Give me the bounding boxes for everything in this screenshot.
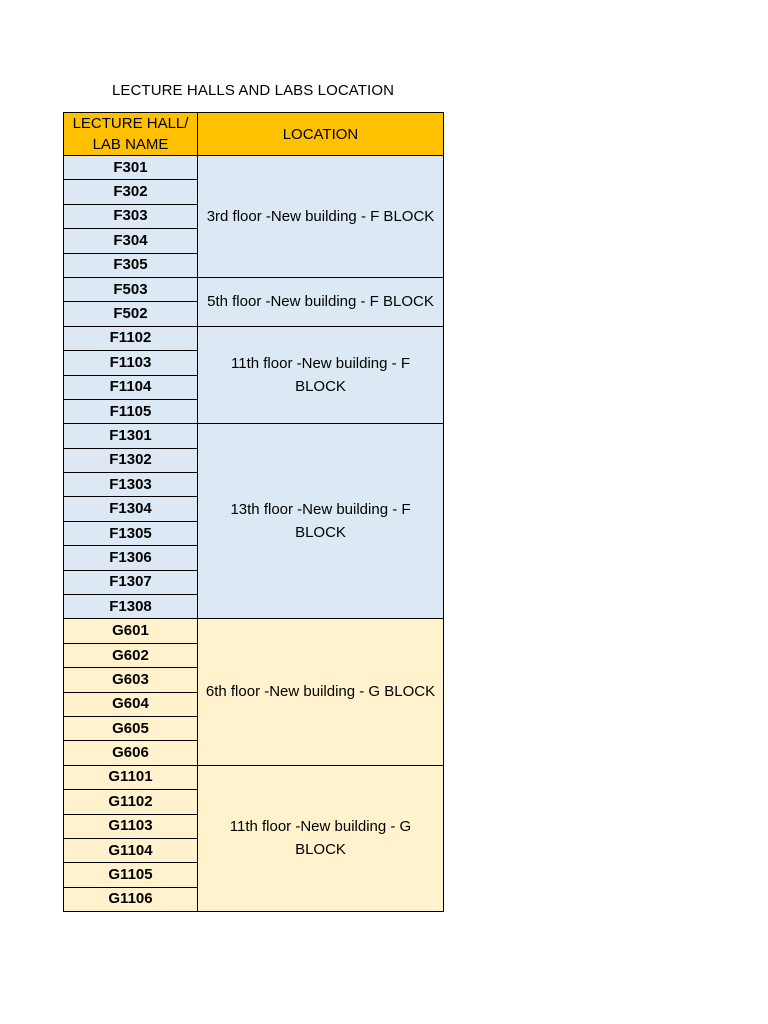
room-name-cell: G1106: [64, 887, 198, 911]
location-text: 11th floor -New building - F BLOCK: [231, 354, 410, 396]
room-name-cell: F1301: [64, 424, 198, 448]
location-text: 5th floor -New building - F BLOCK: [207, 293, 434, 311]
room-name-cell: F1102: [64, 326, 198, 350]
room-name-cell: G1103: [64, 814, 198, 838]
room-name-cell: F1304: [64, 497, 198, 521]
room-name-cell: G1101: [64, 765, 198, 789]
room-name-cell: F301: [64, 156, 198, 180]
room-name-cell: G602: [64, 643, 198, 667]
location-cell: [198, 619, 444, 765]
location-cell: [198, 277, 444, 326]
table-body: [64, 156, 444, 912]
table-row: [64, 156, 444, 180]
room-name-cell: G1105: [64, 863, 198, 887]
location-cell: [198, 424, 444, 619]
locations-table: [63, 112, 444, 912]
room-name-cell: F1303: [64, 473, 198, 497]
table-row: [64, 765, 444, 789]
table-header-row: [64, 113, 444, 156]
room-name-cell: F502: [64, 302, 198, 326]
room-name-cell: F1305: [64, 521, 198, 545]
location-cell: [198, 156, 444, 278]
document-title: LECTURE HALLS AND LABS LOCATION: [111, 82, 395, 99]
room-name-cell: G604: [64, 692, 198, 716]
room-name-cell: F1308: [64, 595, 198, 619]
room-name-cell: F303: [64, 204, 198, 228]
room-name-cell: F1307: [64, 570, 198, 594]
header-location: LOCATION: [198, 113, 444, 156]
table-row: [64, 326, 444, 350]
location-text: 11th floor -New building - G BLOCK: [229, 817, 412, 859]
location-text: 13th floor -New building - F BLOCK: [230, 500, 411, 542]
room-name-cell: G605: [64, 716, 198, 740]
location-cell: [198, 765, 444, 911]
room-name-cell: G606: [64, 741, 198, 765]
room-name-cell: G1104: [64, 838, 198, 862]
table-row: [64, 424, 444, 448]
room-name-cell: F1103: [64, 351, 198, 375]
room-name-cell: F302: [64, 180, 198, 204]
room-name-cell: G1102: [64, 790, 198, 814]
room-name-cell: G601: [64, 619, 198, 643]
room-name-cell: F304: [64, 229, 198, 253]
room-name-cell: F305: [64, 253, 198, 277]
room-name-cell: F1104: [64, 375, 198, 399]
location-text: 6th floor -New building - G BLOCK: [205, 683, 436, 701]
table-row: [64, 277, 444, 301]
location-cell: [198, 326, 444, 424]
table-row: [64, 619, 444, 643]
room-name-cell: G603: [64, 668, 198, 692]
header-lecture-hall-lab-name: LECTURE HALL/ LAB NAME: [64, 113, 198, 156]
location-text: 3rd floor -New building - F BLOCK: [206, 207, 435, 225]
room-name-cell: F1306: [64, 546, 198, 570]
room-name-cell: F1302: [64, 448, 198, 472]
room-name-cell: F1105: [64, 399, 198, 423]
room-name-cell: F503: [64, 277, 198, 301]
